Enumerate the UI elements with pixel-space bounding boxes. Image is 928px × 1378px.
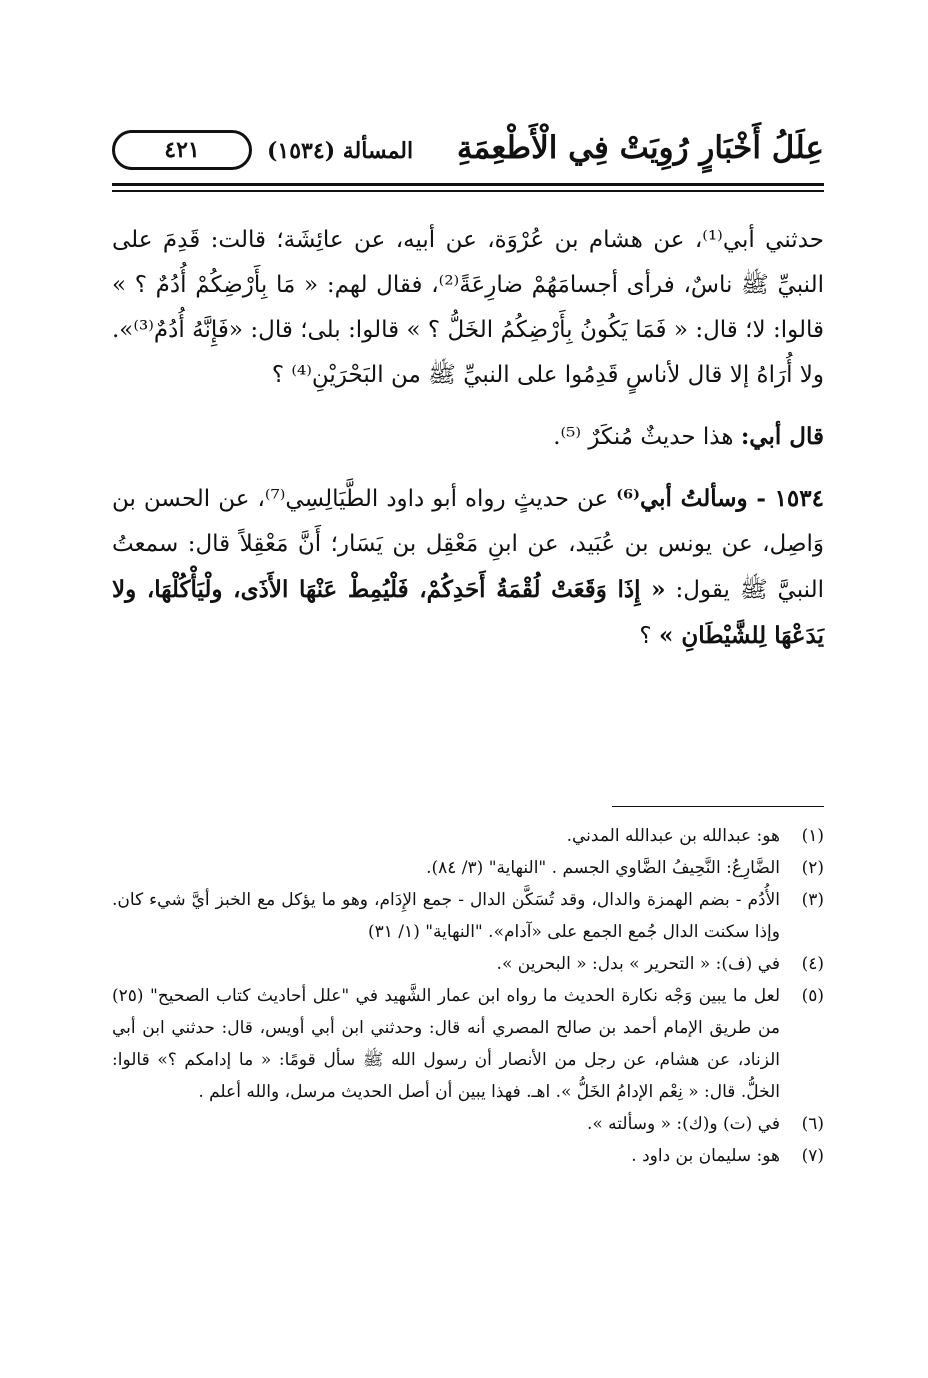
footnote-item <box>112 852 824 884</box>
footnote-text: هو: عبدالله بن عبدالله المدني. <box>566 826 780 846</box>
paragraph-hadith: حدثني أبي⁽¹⁾، عن هشام بن عُرْوَة، عن أبيه، عن عائِشَة؛ قالت: قَدِمَ على النبيِّ ﷺ ناسٌ، فرأى أجسامَهُمْ ضارِعَةً⁽²⁾، فقال لهم: « مَا بِأَرْضِكُمْ أُدُمٌ ؟ » قالوا: لا؛ قال: « فَمَا يَكُونُ بِأَرْضِكُمُ الخَلُّ ؟ » قالوا: بلى؛ قال: «فَإِنَّهُ أُدُمٌ⁽³⁾». ولا أُرَاهُ إلا قال لأناسٍ قَدِمُوا على النبيِّ ﷺ من البَحْرَيْنِ⁽⁴⁾ ؟ <box>112 227 824 388</box>
footnote-number: (٣) <box>801 890 824 910</box>
main-text <box>112 218 824 659</box>
issue-quote: « إِذَا وَقَعَتْ لُقْمَةُ أَحَدِكُمْ، فَلْيُمِطْ عَنْهَا الأَذَى، ولْيَأْكُلْهَا، ولا يَدَعْهَا لِلشَّيْطَانِ » <box>112 576 824 649</box>
header-rule-thin <box>112 190 824 192</box>
footnote-text: لعل ما يبين وَجْه نكارة الحديث ما رواه ابن عمار الشَّهيد في "علل أحاديث كتاب الصحيح" (٢٥) من طريق الإمام أحمد بن صالح المصري أنه قال: وحدثني ابن أبي أويس، قال: حدثني ابن أبي الزناد، عن هشام، عن رجل من الأنصار أن رسول الله ﷺ سأل قومًا: « ما إدامكم ؟» قالوا: الخلُّ. قال: « نِعْم الإدامُ الخَلُّ ». اهـ. فهذا يبين أن أصل الحديث مرسل، والله أعلم . <box>112 986 780 1102</box>
footnote-text: في (ف): « التحرير » بدل: « البحرين ». <box>496 954 780 974</box>
footnote-item <box>112 884 824 948</box>
footnotes <box>112 820 824 1172</box>
footnote-item <box>112 820 824 852</box>
book-title: عِلَلُ أَخْبَارٍ رُوِيَتْ فِي الْأَطْعِمَةِ <box>456 130 824 166</box>
footnote-separator <box>612 806 824 807</box>
footnote-number: (٧) <box>801 1146 824 1166</box>
footnote-number: (١) <box>801 826 824 846</box>
footnote-text: هو: سليمان بن داود . <box>631 1146 780 1166</box>
paragraph-issue-1534 <box>112 476 824 659</box>
issue-chain: عن حديثٍ رواه أبو داود الطَّيَالِسِي⁽⁷⁾، عن الحسن بن وَاصِل، عن يونس بن عُبَيد، عن ابنِ مَعْقِل بن يَسَار؛ أَنَّ مَعْقِلاً قال: سمعتُ النبيَّ ﷺ يقول: <box>112 486 824 603</box>
header-rule-thick <box>112 183 824 186</box>
issue-end: ؟ <box>639 623 659 649</box>
footnote-item <box>112 948 824 980</box>
verdict-text: هذا حديثٌ مُنكَرٌ ⁽⁵⁾. <box>553 424 741 450</box>
footnote-number: (٥) <box>801 986 824 1006</box>
footnote-number: (٢) <box>801 858 824 878</box>
footnote-item <box>112 1108 824 1140</box>
footnote-text: الضَّارِعُ: النَّحِيفُ الضَّاوي الجسم . "النهاية" (٣/ ٨٤). <box>426 858 780 878</box>
footnote-number: (٤) <box>801 954 824 974</box>
paragraph-verdict <box>112 414 824 460</box>
verdict-lead: قال أبي: <box>740 423 824 450</box>
page-number-badge: ٤٢١ <box>112 130 252 170</box>
footnote-item <box>112 980 824 1108</box>
footnote-text: الأُدُم - بضم الهمزة والدال، وقد تُسَكَّن الدال - جمع الإِدَام، وهو ما يؤكل مع الخبز أيَّ شيء كان. وإذا سكنت الدال جُمع الجمع على «آدام». "النهاية" (١/ ٣١) <box>112 890 780 942</box>
footnote-item <box>112 1140 824 1172</box>
page-header <box>112 128 824 178</box>
footnote-text: في (ت) و(ك): « وسألته ». <box>586 1114 780 1134</box>
footnote-number: (٦) <box>801 1114 824 1134</box>
issue-lead: ١٥٣٤ - وسألتُ أبي⁽⁶⁾ <box>616 485 824 512</box>
issue-label: المسألة (١٥٣٤) <box>267 138 414 164</box>
